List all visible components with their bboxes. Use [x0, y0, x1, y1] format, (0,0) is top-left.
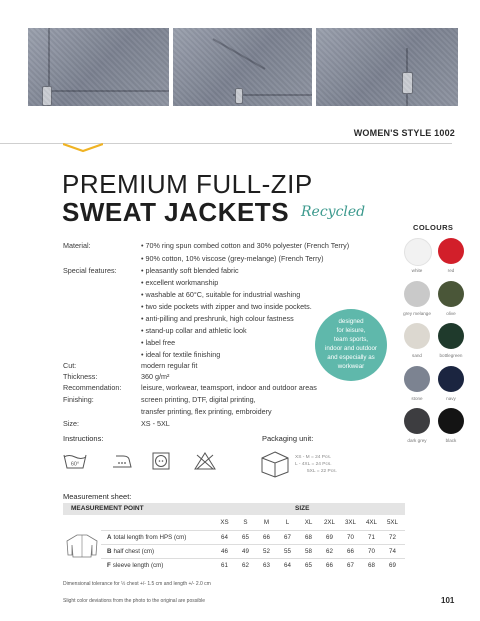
- spec-value: • two side pockets with zipper and two inside pockets.: [141, 302, 312, 311]
- colour-swatch-label: dark grey: [407, 438, 427, 443]
- wash-60-icon: [63, 452, 87, 470]
- table-cell: 72: [389, 534, 396, 541]
- spec-value: • 70% ring spun combed cotton and 30% polyester (French Terry): [141, 241, 350, 250]
- wash-temp-label: 60°: [70, 461, 80, 468]
- colour-swatch-label: black: [445, 438, 457, 443]
- colour-swatch-olive: [438, 281, 464, 307]
- spec-key: Recommendation:: [63, 383, 122, 392]
- table-divider: [101, 558, 405, 559]
- table-cell: 55: [284, 548, 291, 555]
- spec-value: • pleasantly soft blended fabric: [141, 266, 239, 275]
- table-header: [63, 503, 405, 515]
- header-size: SIZE: [295, 505, 310, 512]
- colour-swatch-grey-melange: [404, 281, 430, 307]
- page-title-line2: SWEAT JACKETS: [62, 197, 290, 227]
- spec-value: modern regular fit: [141, 361, 198, 370]
- no-bleach-icon: [194, 452, 216, 470]
- page-title-line1: PREMIUM FULL-ZIP: [62, 169, 313, 199]
- badge-line: designed: [338, 318, 364, 326]
- table-cell: 61: [221, 562, 228, 569]
- table-row-label: [107, 548, 154, 555]
- page-number: 101: [441, 596, 455, 605]
- table-cell: 66: [263, 534, 270, 541]
- jacket-diagram-icon: [65, 533, 99, 559]
- table-cell: 62: [242, 562, 249, 569]
- detail-photo-collar-zip: [316, 28, 458, 106]
- spec-key: Special features:: [63, 266, 117, 275]
- table-cell: 66: [347, 548, 354, 555]
- table-cell: 74: [389, 548, 396, 555]
- colours-title: COLOURS: [413, 223, 454, 232]
- colour-swatch-sand: [404, 323, 430, 349]
- table-cell: 68: [305, 534, 312, 541]
- spec-key: Cut:: [63, 361, 77, 370]
- style-label: WOMEN'S STYLE 1002: [353, 128, 455, 138]
- spec-value: • stand-up collar and athletic look: [141, 326, 247, 335]
- table-row-label: [107, 562, 163, 569]
- row-letter: A: [107, 534, 112, 541]
- table-cell: 70: [368, 548, 375, 555]
- usage-badge: [315, 309, 387, 381]
- table-cell: 63: [263, 562, 270, 569]
- table-cell: 65: [242, 534, 249, 541]
- table-cell: 68: [368, 562, 375, 569]
- iron-icon: [110, 452, 134, 470]
- colour-swatch-navy: [438, 366, 464, 392]
- colour-swatch-label: navy: [446, 396, 456, 401]
- size-header-cell: XS: [220, 519, 229, 526]
- spec-value: • excellent workmanship: [141, 278, 219, 287]
- badge-line: workwear: [337, 362, 365, 370]
- row-text: sleeve length (cm): [112, 562, 164, 569]
- table-cell: 70: [347, 534, 354, 541]
- spec-value: • washable at 60°C, suitable for industrial washing: [141, 290, 301, 299]
- spec-value: leisure, workwear, teamsport, indoor and outdoor areas: [141, 383, 317, 392]
- colour-swatch-label: sand: [412, 353, 422, 358]
- badge-line: indoor and outdoor: [325, 345, 377, 352]
- detail-photo-pocket-zip: [28, 28, 169, 106]
- badge-line: team sports,: [333, 336, 369, 344]
- size-header-cell: S: [243, 519, 248, 526]
- tumble-dry-icon: [152, 452, 170, 470]
- colour-swatch-label: grey melange: [403, 311, 431, 316]
- tolerance-note: Dimensional tolerance for ½ chest +/- 1.5 cm and length +/- 2.0 cm: [63, 581, 211, 587]
- measurement-title: Measurement sheet:: [63, 492, 132, 501]
- spec-value: transfer printing, flex printing, embroidery: [141, 407, 272, 416]
- table-cell: 65: [305, 562, 312, 569]
- recycled-tagline: Recycled: [301, 204, 366, 220]
- table-cell: 67: [284, 534, 291, 541]
- packaging-label: Packaging unit:: [262, 434, 314, 443]
- spec-value: • anti-pilling and preshrunk, high colour fastness: [141, 314, 294, 323]
- colour-swatch-white: [404, 238, 432, 266]
- spec-value: • ideal for textile finishing: [141, 350, 221, 359]
- colour-swatch-label: stone: [411, 396, 423, 401]
- table-cell: 52: [263, 548, 270, 555]
- size-header-cell: 5XL: [386, 519, 398, 526]
- table-cell: 69: [326, 534, 333, 541]
- spec-value: XS - 5XL: [141, 419, 170, 428]
- table-cell: 62: [326, 548, 333, 555]
- badge-line: and especially as: [327, 353, 375, 361]
- colour-swatch-red: [438, 238, 464, 264]
- spec-value: screen printing, DTF, digital printing,: [141, 395, 256, 404]
- spec-key: Finishing:: [63, 395, 94, 404]
- colour-swatch-bottlegreen: [438, 323, 464, 349]
- row-text: total length from HPS (cm): [113, 534, 187, 541]
- row-letter: F: [107, 562, 111, 569]
- packaging-line: L - 4XL = 24 Pcs.: [295, 462, 332, 468]
- table-cell: 64: [221, 534, 228, 541]
- table-cell: 71: [368, 534, 375, 541]
- detail-photo-side-pocket: [173, 28, 312, 106]
- table-divider: [101, 544, 405, 545]
- size-header-cell: M: [263, 519, 270, 526]
- colour-swatch-label: olive: [446, 311, 456, 316]
- row-text: half chest (cm): [113, 548, 155, 555]
- colour-swatch-black: [438, 408, 464, 434]
- colour-deviation-note: Slight color deviations from the photo to the original are possible: [63, 598, 206, 604]
- table-cell: 67: [347, 562, 354, 569]
- table-cell: 49: [242, 548, 249, 555]
- row-letter: B: [107, 548, 112, 555]
- spec-value: • 90% cotton, 10% viscose (grey-melange) (French Terry): [141, 254, 324, 263]
- table-row-label: [107, 534, 186, 541]
- spec-key: Thickness:: [63, 372, 98, 381]
- size-header-cell: L: [285, 519, 290, 526]
- size-header-cell: 4XL: [365, 519, 377, 526]
- colour-swatch-label: bottlegreen: [439, 353, 463, 358]
- colour-swatch-label: red: [447, 268, 455, 273]
- instructions-label: Instructions:: [63, 434, 104, 443]
- table-cell: 66: [326, 562, 333, 569]
- measurement-table: [63, 503, 405, 569]
- table-divider: [101, 530, 405, 531]
- size-header-cell: XL: [304, 519, 313, 526]
- table-cell: 64: [284, 562, 291, 569]
- colour-swatch-stone: [404, 366, 430, 392]
- size-header-cell: 2XL: [323, 519, 335, 526]
- package-box-icon: [260, 450, 290, 478]
- packaging-line: 5XL = 22 Pcs.: [307, 469, 337, 475]
- spec-key: Size:: [63, 419, 79, 428]
- badge-line: for leisure,: [336, 327, 366, 335]
- header-measurement-point: MEASUREMENT POINT: [71, 505, 144, 512]
- spec-value: • label free: [141, 338, 176, 347]
- packaging-units: [295, 454, 337, 476]
- chevron-accent-icon: [63, 143, 103, 153]
- table-cell: 69: [389, 562, 396, 569]
- spec-value: 360 g/m²: [141, 372, 170, 381]
- table-cell: 58: [305, 548, 312, 555]
- table-cell: 46: [221, 548, 228, 555]
- spec-key: Material:: [63, 241, 91, 250]
- packaging-line: XS - M = 24 Pcs.: [295, 455, 332, 460]
- colour-swatch-label: white: [411, 268, 423, 273]
- size-header-cell: 3XL: [344, 519, 356, 526]
- colour-swatch-dark-grey: [404, 408, 430, 434]
